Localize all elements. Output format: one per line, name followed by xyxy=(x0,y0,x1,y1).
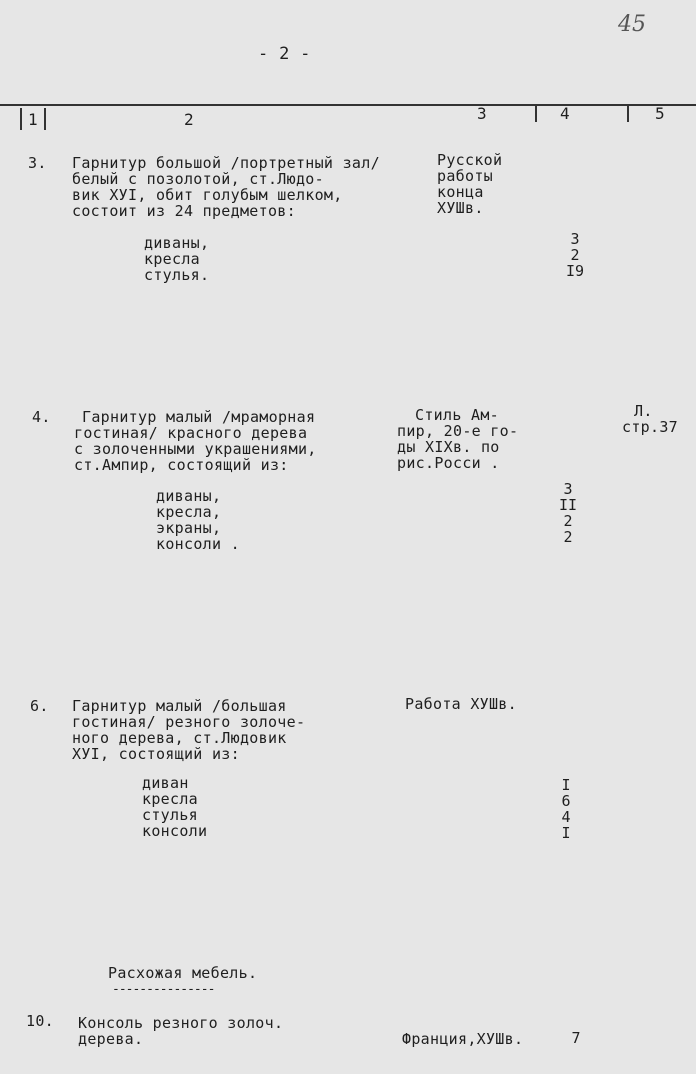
component-name: консоли xyxy=(142,822,208,840)
component-quantity: 6 xyxy=(561,792,571,810)
item-number: 6. xyxy=(30,697,49,715)
header-divider xyxy=(535,104,537,122)
item-description-line: белый с позолотой, ст.Людо- xyxy=(72,170,324,188)
component-quantity: 2 xyxy=(563,512,573,530)
component-name: диван xyxy=(142,774,189,792)
item-number: 10. xyxy=(26,1012,54,1030)
item-origin-line: работы xyxy=(437,167,493,185)
header-divider xyxy=(20,108,22,130)
header-divider xyxy=(44,108,46,130)
column-4-number: 4 xyxy=(560,104,570,123)
item-origin-line: ХУШв. xyxy=(437,199,484,217)
item-origin-line: рис.Росси . xyxy=(397,454,500,472)
component-name: консоли . xyxy=(156,535,240,553)
component-name: кресла xyxy=(144,250,200,268)
item-note-line: Л. xyxy=(634,402,653,420)
component-name: кресла, xyxy=(156,503,222,521)
component-quantity: 3 xyxy=(570,230,580,248)
component-quantity: 4 xyxy=(561,808,571,826)
component-quantity: 2 xyxy=(563,528,573,546)
component-name: экраны, xyxy=(156,519,222,537)
component-quantity: I9 xyxy=(565,262,585,280)
item-description-line: с золоченными украшениями, xyxy=(74,440,317,458)
item-origin-line: конца xyxy=(437,183,484,201)
component-name: кресла xyxy=(142,790,198,808)
component-name: диваны, xyxy=(144,234,210,252)
item-description-line: Гарнитур малый /мраморная xyxy=(82,408,316,426)
component-name: стулья xyxy=(142,806,198,824)
item-origin-line: Русской xyxy=(437,151,503,169)
archive-mark: 45 xyxy=(618,12,646,37)
item-description-line: Гарнитур большой /портретный зал/ xyxy=(72,154,380,172)
component-quantity: I xyxy=(561,776,571,794)
component-quantity: 2 xyxy=(570,246,580,264)
item-origin-line: Работа ХУШв. xyxy=(405,695,517,713)
item-origin-line: Стиль Ам- xyxy=(415,406,499,424)
item-origin-line: ды XIXв. по xyxy=(397,438,500,456)
item-description-line: вик ХУI, обит голубым шелком, xyxy=(72,186,343,204)
item-description-line: гостиная/ красного дерева xyxy=(74,424,308,442)
item-origin-line: пир, 20-е го- xyxy=(397,422,519,440)
component-quantity: I xyxy=(561,824,571,842)
header-divider xyxy=(627,104,629,122)
item-description-line: ст.Ампир, состоящий из: xyxy=(74,456,289,474)
component-name: диваны, xyxy=(156,487,222,505)
component-quantity: II xyxy=(558,496,578,514)
section-underline: --------------- xyxy=(112,982,215,997)
header-rule xyxy=(0,104,696,106)
item-description-line: ХУI, состоящий из: xyxy=(72,745,240,763)
item-number: 3. xyxy=(28,154,47,172)
item-description-line: дерева. xyxy=(78,1030,144,1048)
column-5-number: 5 xyxy=(655,104,665,123)
item-number: 4. xyxy=(32,408,51,426)
section-heading: Расхожая мебель. xyxy=(108,964,258,982)
column-1-number: 1 xyxy=(28,110,38,129)
item-description-line: Консоль резного золоч. xyxy=(78,1014,284,1032)
component-quantity: 7 xyxy=(571,1029,581,1047)
item-description-line: ного дерева, ст.Людовик xyxy=(72,729,287,747)
page-number: - 2 - xyxy=(258,44,311,64)
item-note-line: стр.37 xyxy=(622,418,678,436)
item-description-line: состоит из 24 предметов: xyxy=(72,202,296,220)
item-origin: Франция,ХУШв. xyxy=(402,1030,524,1048)
item-description-line: Гарнитур малый /большая xyxy=(72,697,287,715)
column-3-number: 3 xyxy=(477,104,487,123)
component-quantity: 3 xyxy=(563,480,573,498)
column-2-number: 2 xyxy=(184,110,194,129)
component-name: стулья. xyxy=(144,266,210,284)
item-description-line: гостиная/ резного золоче- xyxy=(72,713,306,731)
